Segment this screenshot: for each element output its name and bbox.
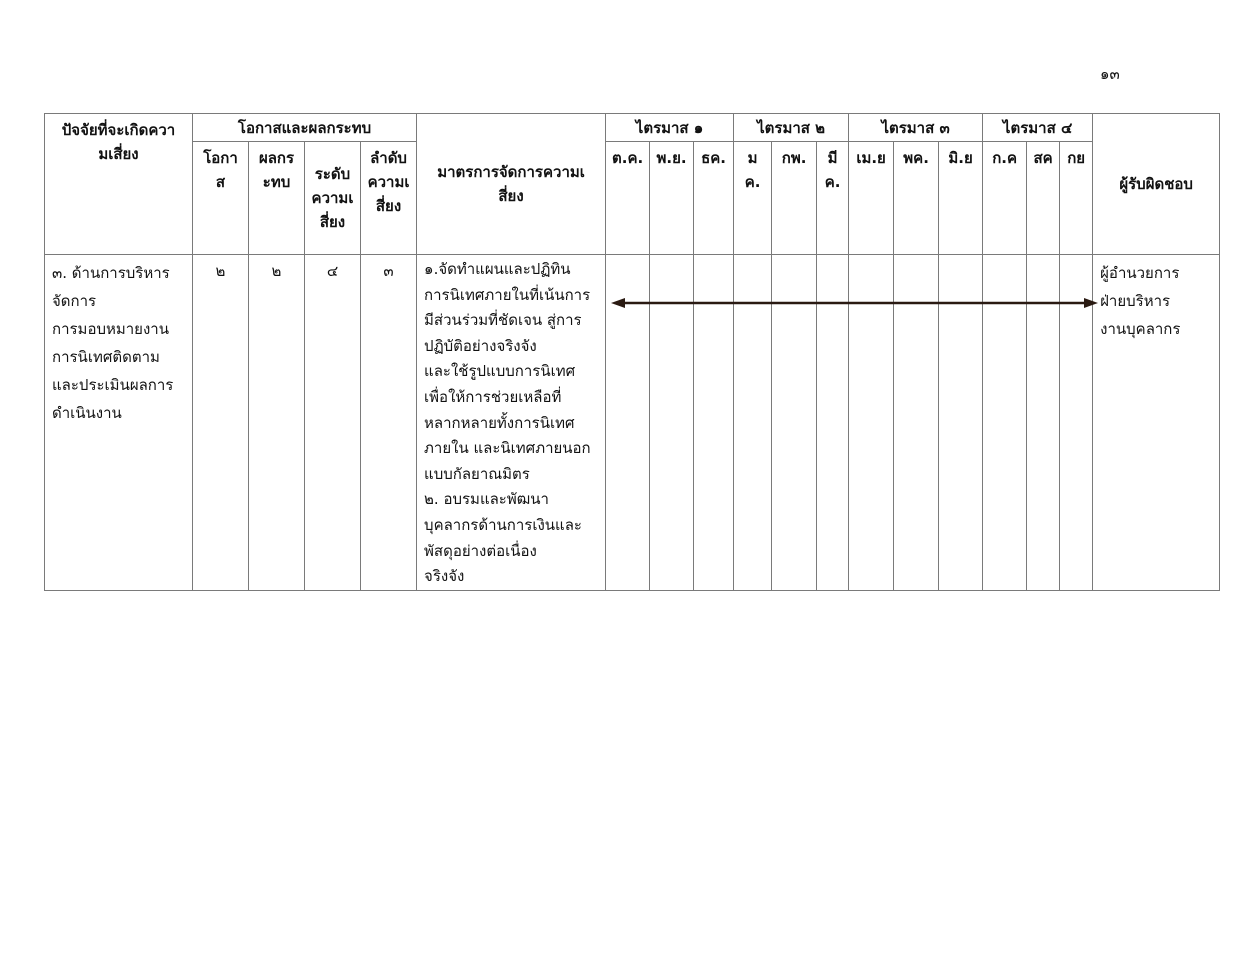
header-measures: มาตรการจัดการความเสี่ยง: [417, 114, 606, 255]
measure-line: และใช้รูปแบบการนิเทศ: [424, 362, 576, 381]
header-quarter-3: ไตรมาส ๓: [849, 114, 983, 142]
header-month-sep: กย: [1060, 142, 1093, 255]
measure-line: จริงจัง: [424, 567, 465, 586]
timeline-cell-mar: [817, 255, 849, 591]
timeline-cell-jan: [734, 255, 772, 591]
risk-factor-cell: [45, 255, 193, 591]
measure-line: ภายใน และนิเทศภายนอก: [424, 439, 591, 458]
header-month-jun: มิ.ย: [939, 142, 983, 255]
measures-cell: [417, 255, 606, 591]
header-month-dec: ธค.: [694, 142, 734, 255]
header-month-feb: กพ.: [772, 142, 817, 255]
risk-management-table: [44, 113, 1220, 591]
measure-line: บุคลากรด้านการเงินและ: [424, 515, 582, 534]
header-month-aug: สค: [1027, 142, 1060, 255]
measure-line: หลากหลายทั้งการนิเทศ: [424, 413, 575, 432]
measure-line: การนิเทศภายในที่เน้นการ: [424, 285, 591, 304]
header-impact: ผลกระทบ: [249, 142, 305, 255]
header-opportunity-impact: โอกาสและผลกระทบ: [193, 114, 417, 142]
risk-factor-line: ดำเนินงาน: [52, 404, 122, 422]
timeline-cell-jul: [983, 255, 1027, 591]
header-quarter-2: ไตรมาส ๒: [734, 114, 849, 142]
risk-factor-line: การมอบหมายงาน: [52, 320, 169, 338]
header-quarter-1: ไตรมาส ๑: [606, 114, 734, 142]
timeline-cell-dec: [694, 255, 734, 591]
responsible-line: ฝ่ายบริหาร: [1100, 292, 1171, 310]
measure-line: มีส่วนร่วมที่ชัดเจน สู่การ: [424, 311, 582, 330]
header-rank: ลำดับความเสี่ยง: [361, 142, 417, 255]
timeline-cell-jun: [939, 255, 983, 591]
header-risk-level: ระดับความเสี่ยง: [305, 142, 361, 255]
header-responsible: ผู้รับผิดชอบ: [1093, 114, 1220, 255]
header-month-jan: มค.: [734, 142, 772, 255]
risk-factor-line: การนิเทศติดตาม: [52, 348, 160, 366]
measure-line: ปฏิบัติอย่างจริงจัง: [424, 336, 537, 355]
timeline-cell-sep: [1060, 255, 1093, 591]
impact-value: ๒: [249, 255, 305, 591]
risk-factor-line: และประเมินผลการ: [52, 376, 174, 394]
measure-line: แบบกัลยาณมิตร: [424, 464, 530, 483]
header-month-mar: มีค.: [817, 142, 849, 255]
responsible-cell: [1093, 255, 1220, 591]
header-risk-factor: ปัจจัยที่จะเกิดความเสี่ยง: [45, 114, 193, 255]
measure-line: พัสดุอย่างต่อเนื่อง: [424, 541, 537, 560]
page-number: ๑๓: [1100, 65, 1120, 83]
header-month-apr: เม.ย: [849, 142, 894, 255]
header-quarter-4: ไตรมาส ๔: [983, 114, 1093, 142]
rank-value: ๓: [361, 255, 417, 591]
header-month-oct: ต.ค.: [606, 142, 650, 255]
risk-factor-line: ๓. ด้านการบริหาร: [52, 264, 170, 282]
measure-line: ๒. อบรมและพัฒนา: [424, 490, 549, 509]
risk-level-value: ๔: [305, 255, 361, 591]
opportunity-value: ๒: [193, 255, 249, 591]
responsible-line: งานบุคลากร: [1100, 320, 1181, 338]
measure-line: ๑.จัดทำแผนและปฏิทิน: [424, 260, 571, 278]
header-month-nov: พ.ย.: [650, 142, 694, 255]
timeline-cell-feb: [772, 255, 817, 591]
timeline-cell-aug: [1027, 255, 1060, 591]
timeline-cell-oct: [606, 255, 650, 591]
measure-line: เพื่อให้การช่วยเหลือที่: [424, 387, 562, 406]
header-month-may: พค.: [894, 142, 939, 255]
header-opportunity: โอกาส: [193, 142, 249, 255]
timeline-cell-nov: [650, 255, 694, 591]
responsible-line: ผู้อำนวยการ: [1100, 264, 1180, 282]
timeline-cell-may: [894, 255, 939, 591]
timeline-cell-apr: [849, 255, 894, 591]
risk-factor-line: จัดการ: [52, 292, 97, 310]
header-month-jul: ก.ค: [983, 142, 1027, 255]
